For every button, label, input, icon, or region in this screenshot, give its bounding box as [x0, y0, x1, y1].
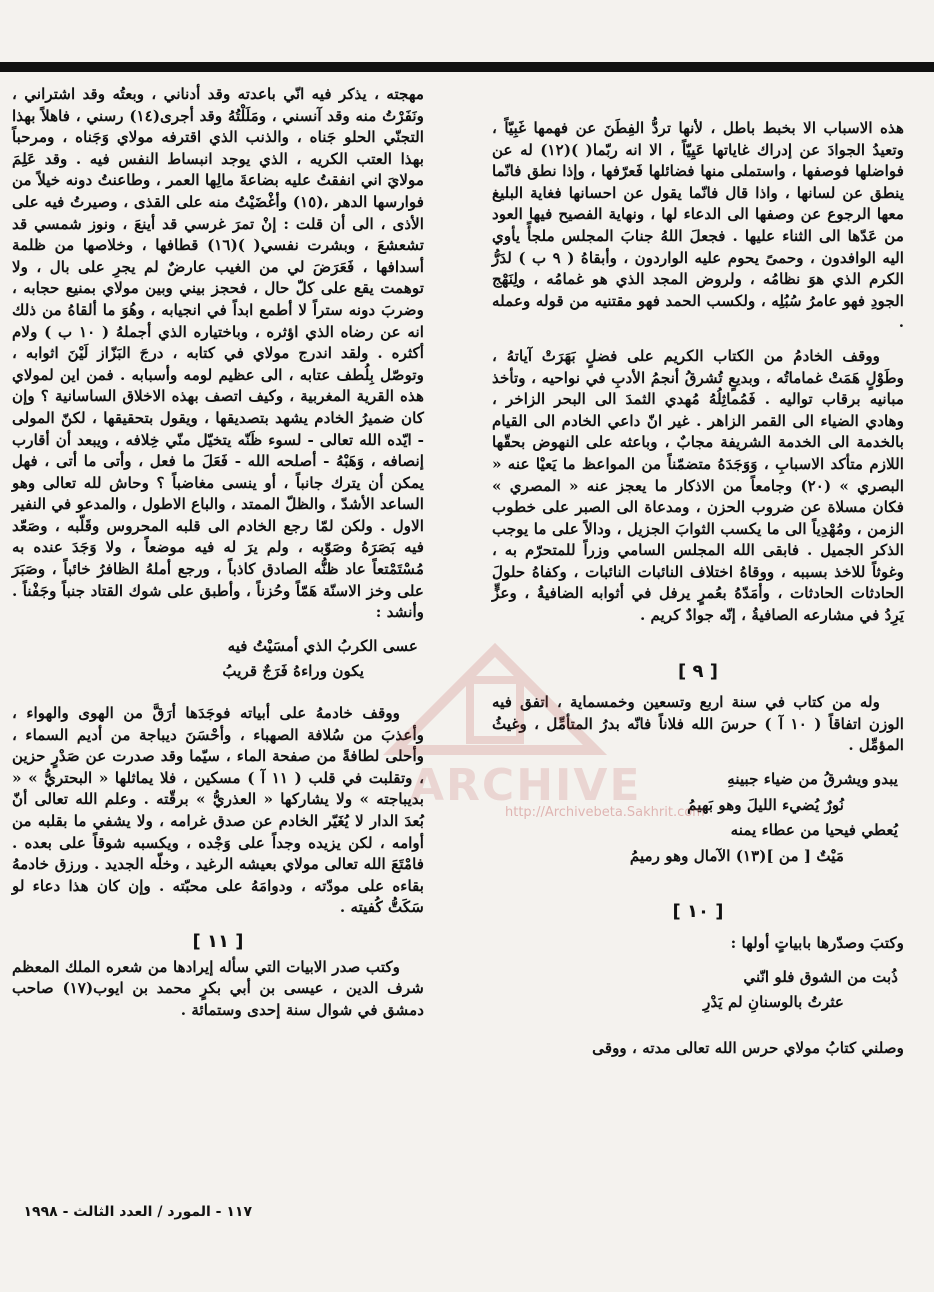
verse-hemistich: عسى الكربُ الذي أمسَيْتُ فيه: [227, 636, 418, 655]
section-number: [ ٩ ]: [678, 660, 718, 682]
paragraph: وكتبَ وصدّرها بابياتٍ أولها :: [730, 934, 904, 952]
section-number: [ ١٠ ]: [672, 901, 724, 923]
verse-hemistich: يبدو ويشرقُ من ضياء جبينهِ: [727, 770, 898, 789]
paragraph: ووقف خادمهُ على أبياته فوجَدَها أرَقَّ من الهوى والهواء ، وأعذبَ من سُلافة الصهباء ، وأحْسَنَ ديباجة من أديم السماء ، وأحلى لطافةً من صفحة الماء ، سيّما وقد صدرت عن صَدْرٍ حزين ، وتقلبت في قلب ( ١١ آ ) مسكين ، فلا يماثلها « البحتريُّ » « بديباجته » ولا يشاركها « العذريُّ » برقّته . وعلم الله تعالى أنّ بُعدَ الدار لا يُغَيّر الخادم عن صدق غرامه ، ولا يشفي ما بقلبه من أوامه ، لكن يزيده وجداً على وَجْده ، ويكسبه شوقاً على بعده . فامْتَعَ الله تعالى مولاي بعيشه الرغيد ، وخلّه الجديد . ورزق خادمهُ بقاءه على مودّته ، ودوامَهُ على محبّته . وإن كان هذا دعاء لو سَكَتُّ كُفيته .: [12, 704, 424, 917]
paragraph: وصلني كتابُ مولاي حرس الله تعالى مدته ، ووقى: [592, 1038, 904, 1057]
header-rule: [0, 62, 934, 72]
paragraph: هذه الاسباب الا بخبط باطل ، لأنها تردُّ الفِطَنَ عن فهمها غَبِيّاً ، وتعيدُ الجوادَ عن إدراك غاياتها عَيِيّاً ، الا انه ربّما( )(١٢) له عن فواضلها فوصفها ، واستملى منها فضائلها فَعرّفها ، وإذا نطق فانّما ينطق عن لسانها ، واذا قال فانّما يقول عن احسانها فغاية البليغ معها الرجوع عن وصفها الى الدعاء لها ، ونهاية الفصيح فيها العود من عَدّها الى الثناء عليها . فجعلَ اللهُ جنابَ المجلس ملجأً يأوي اليه الوافدون ، وحمىً يحوم عليه الواردون ، وأبقاهُ ( ٩ ب ) لدَرُّ الكرم الذي هوَ نظامُه ، ولروض المجد الذي هو غمامُه ، ولِنَهْج الجودِ فهو عامرُ سُبُلِه ، ولكسب الحمد فهو مقتنيه من قوله وعمله .: [492, 119, 905, 332]
left-column: [12, 84, 424, 1033]
paragraph: مهجته ، يذكر فيه انّي باعدته وقد أدناني ، وبعتُه وقد اشتراني ، ونَفَرْتُ منه وقد آنسني ، ومَلَلْتُهُ وقد أجرى(١٤) رسني ، فاهلاً بهذا التجنّي الحلو جَناه ، والذنب الذي اقترفه مولاي وَجَناه ، ومرحباً بهذا العتب الكريه ، الذي يوجد انبساط النفس فيه . وقد عَلِمَ مولايَ اني انفقتُ عليه بضاعةَ مالِها العمر ، وطاعنتُ دونه خيلاً من فوارسها الدهر ،(١٥) وأغْضَيْتُ منه على القذى ، وصيرتُ فيه على الأذى ، الى أن قلت : إنْ تمرَ غرسي قد أينعَ ، ونوز شمسي قد تشعشعَ ، وبشرت نفسي( )(١٦) قطافها ، وخلاصها من ظلمة أسدافها ، فَعَرَضَ لي من الغيب عارضٌ لم يجرِ على بال ، ولا توهمت يقع على كلّ حال ، فحجز بيني وبين مولاي بمنيع حجابه ، وضربَ دونه ستراً لا أطمع ابداً في انجيابه ، وهُوَ ما ألقاهُ من ذلك انه عن رضاه الذي اؤثره ، وباختياره الذي أجملهُ ( ١٠ ب ) ولام أكثره . ولقد اندرج مولاي في كتابه ، درجَ البَزّاز لَيْنَ اثوابه ، وتوصّل بِلُطف عتابه ، الى عظيم لومه وأسبابه . فمن اين لمولاي هذه القرية المغربية ، وكيف اتصف بهذه الاخلاق الساسانية ؟ وإن كان ضميرُ الخادم يشهد بتصديقها ، ويقول بتحقيقها ، لكنّ المولى - ايّده الله تعالى - لسوء ظَنّه يتخيّل منّي خِلافه ، ويبعد أن أقارب إنصافه ، وَهَبْهُ - أصلحه الله - فَعَلَ ما فعل ، وأتى ما أتى ، فهل يمكن أن يترك جانباً ، أو ينسى مغاضباً ؟ وحاش لله تعالى وهو الساعد الأشدّ ، والظلّ الممتد ، والباع الاطول ، والمدعو في النفير الاول . ولكن لمّا رجع الخادم الى قلبه المحروس وقَلّبه ، وصَعّد فيه بَصَرَهُ وصَوّبه ، ولم يرَ له فيه موضعاً ، ولا وَجَدَ عنده به مُسْتَمْتعاً عاد ظنُّه الصادق كاذباً ، ورجع أملهُ الظافرُ خائباً ، وصَبَرَ على وخز الاسنّة هَمّاً وحُزناً ، وأطبق على شوك القتاد جنباً وجَفْناً . وأنشد :: [12, 85, 425, 622]
verse-hemistich: عثرتُ بالوسنانِ لم يَدْرِ: [703, 993, 844, 1012]
watermark-text: ARCHIVE: [410, 760, 642, 811]
page-footer: ١١٧ - المورد / العدد الثالث - ١٩٩٨: [23, 1204, 252, 1220]
paragraph: وله من كتاب في سنة اربع وتسعين وخمسماية ، اتفق فيه الوزن اتفاقاً ( ١٠ آ ) حرسَ الله فلاناً فانّه بدرُ المتأمِّل ، وغيثُ المؤمِّل .: [492, 693, 904, 755]
verse-hemistich: مَيْتٌ [ من ](١٣) الآمال وهو رميمُ: [629, 846, 844, 865]
verse-hemistich: نُورٌ يُضيء الليلَ وهو بَهيمُ: [687, 795, 844, 814]
verse-hemistich: ذُبت من الشوق فلو انّني: [743, 967, 898, 986]
poem: [12, 636, 424, 683]
watermark-url: http://Archivebeta.Sakhrit.com: [505, 805, 705, 820]
poem: [492, 967, 904, 1014]
paragraph: وكتب صدر الابيات التي سأله إيرادها من شعره الملك المعظم شرف الدين ، عيسى بن أبي بكرٍ محمد بن ايوب(١٧) صاحب دمشق في شوال سنة إحدى وستمائة .: [12, 957, 424, 1019]
verse-hemistich: يُعطي فيحيا من عطاء يمنه: [730, 821, 898, 840]
verse-hemistich: يكون وراءهُ فَرَجٌ قريبُ: [222, 662, 364, 681]
right-column: [492, 118, 904, 1071]
section-number: [ ١١ ]: [192, 930, 244, 952]
paragraph: ووقف الخادمُ من الكتاب الكريم على فضلٍ بَهَرَتْ آياتهُ ، وطَوْلٍ هَمَتْ غماماتُه ، وبديعٍ تُشرقُ أنجمُ الأدبِ في نواحيه ، وتأخذ مبانيه برقاب تواليه . فَمُماثِلُهُ مُهدي الثمدَ الى البحر الزاخر ، وهادي الضياء الى القمر الزاهر . غير انّ داعي الخادم الى القيام بالخدمة الى الخدمة الشريفة مجابٌ ، وباعثه على النهوض بحقّها اللازم متأكد الاسبابِ ، وَوَجَدَهُ متضمّناً من المواعظ ما يَعيْا عنه « البصري » (٢٠) وجامعاً من الاذكار ما يعجز عنه « المصري » فكان مسلاة عن ضروب الحزن ، ومدعاة الى الصبر على خطوب الزمن ، ومُهْدِياً الى ما يكسب الثوابَ الجزيل ، ودالاً على ما يوجب الذكر الجميل . فابقى الله المجلس السامي وزراً للمتحرّم به ، وغوثاً للاخذ بسببه ، ووقاهُ اختلاف النائبات النائبات ، وكفاهُ حلولَ الحادثات الحادثات ، وأمَدّهُ بعُمرٍ يرفل في أثوابه الضافيةُ ، وعزٍّ يَرِدُ في مشارعه الصافيةُ ، إنّه جوادٌ كريم .: [492, 346, 904, 625]
